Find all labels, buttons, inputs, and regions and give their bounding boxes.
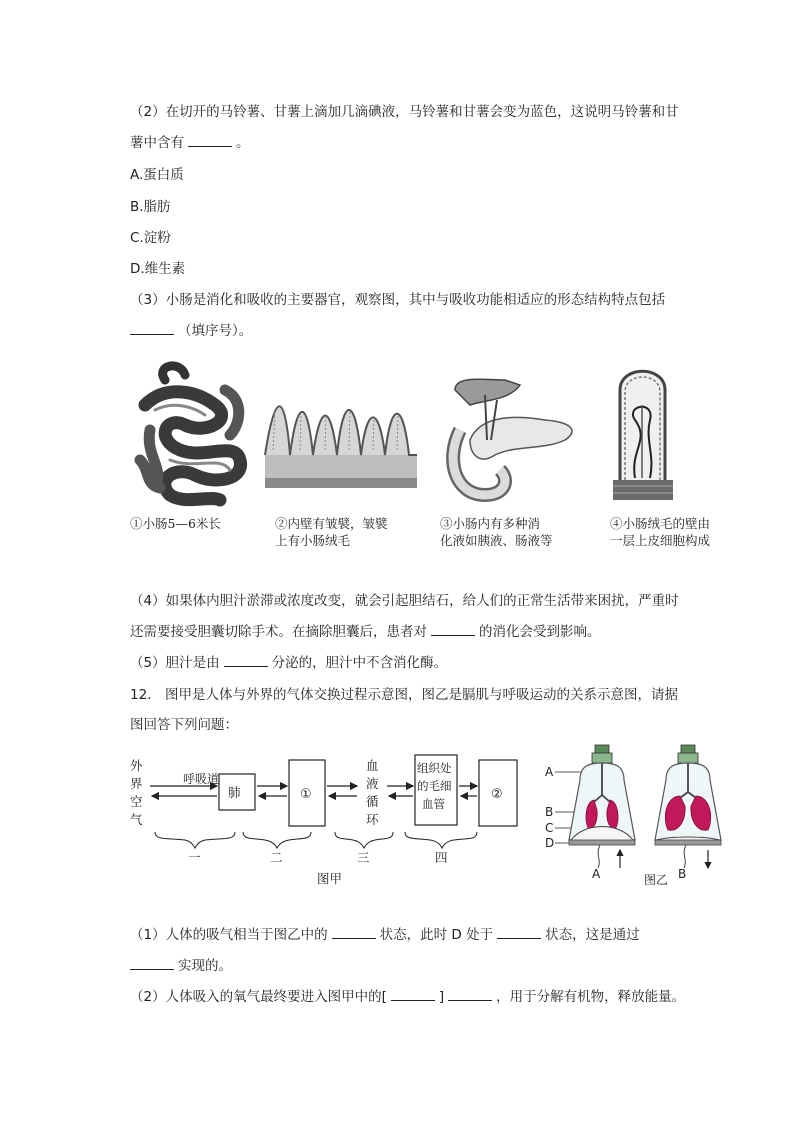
airway-label: 呼吸道: [183, 772, 220, 786]
diaphragm-breathing-diagram: [540, 740, 730, 890]
blood-3: 循: [366, 794, 379, 809]
q12-line2: 图回答下列问题：: [130, 717, 238, 733]
caption-yi: 图乙: [644, 873, 669, 887]
outside-air-3: 空: [130, 794, 143, 809]
caption-4a: ④小肠绒毛的壁由: [610, 516, 711, 531]
stage-3: 三: [357, 850, 370, 865]
answer-blank[interactable]: [188, 134, 232, 147]
sub2-line: （2）人体吸入的氧气最终要进入图甲中的[ ] ，用于分解有机物，释放能量。: [130, 989, 686, 1005]
answer-blank[interactable]: [130, 957, 174, 970]
q3-line2: （填序号）。: [130, 322, 252, 340]
option-b: B.脂肪: [130, 199, 171, 215]
q4-line2: 还需要接受胆囊切除手术。在摘除胆囊后，患者对 的消化会受到影响。: [130, 624, 601, 640]
q12-line1: 12. 图甲是人体与外界的气体交换过程示意图，图乙是膈肌与呼吸运动的关系示意图，请据: [130, 687, 678, 703]
blood-4: 环: [366, 812, 379, 827]
outside-air-2: 界: [130, 776, 143, 791]
q2-line1: （2）在切开的马铃薯、甘薯上滴加几滴碘液，马铃薯和甘薯会变为蓝色，这说明马铃薯和甘: [130, 104, 679, 120]
q4-line1: （4）如果体内胆汁淤滞或浓度改变，就会引起胆结石，给人们的正常生活带来困扰，严重时: [130, 593, 679, 609]
sub1-line1: （1）人体的吸气相当于图乙中的 状态，此时 D 处于 状态，这是通过: [130, 927, 640, 943]
tissue-3: 血管: [422, 797, 445, 811]
caption-3b: 化液如胰液、肠液等: [440, 533, 553, 548]
answer-blank[interactable]: [497, 926, 541, 939]
caption-2b: 上有小肠绒毛: [275, 533, 351, 548]
gas-exchange-diagram: [125, 750, 525, 890]
label-a: A: [545, 765, 554, 779]
state-a-label: A: [592, 867, 601, 881]
option-c: C.淀粉: [130, 230, 171, 246]
caption-1: ①小肠5—6米长: [130, 516, 221, 531]
answer-blank[interactable]: [332, 926, 376, 939]
answer-blank[interactable]: [391, 988, 435, 1001]
pancreas-duodenum-image: [453, 379, 572, 495]
blood-1: 血: [366, 758, 379, 773]
caption-jia: 图甲: [317, 871, 343, 886]
small-intestine-figure: [125, 360, 725, 510]
bell-jar-a: [569, 745, 635, 868]
q5-line: （5）胆汁是由 分泌的，胆汁中不含消化酶。: [130, 655, 448, 671]
tissue-1: 组织处: [417, 761, 452, 775]
option-a: A.蛋白质: [130, 167, 184, 183]
q2-line2: 薯中含有 。: [130, 135, 250, 151]
villus-image: [613, 371, 673, 500]
coiled-intestine-image: [140, 366, 241, 500]
stage-4: 四: [435, 850, 448, 865]
box-2-label: ②: [491, 787, 503, 802]
bell-jar-b: [655, 745, 721, 868]
answer-blank[interactable]: [224, 654, 268, 667]
stage-1: 一: [188, 850, 201, 865]
state-b-label: B: [678, 867, 687, 881]
sub1-line2: 实现的。: [130, 957, 232, 975]
box-1-label: ①: [300, 787, 312, 802]
answer-blank[interactable]: [431, 623, 475, 636]
answer-blank[interactable]: [448, 988, 492, 1001]
caption-2a: ②内壁有皱襞，皱襞: [275, 516, 388, 531]
intestinal-wall-image: [265, 406, 417, 488]
tissue-2: 的毛细: [417, 779, 452, 793]
option-d: D.维生素: [130, 261, 186, 277]
blood-2: 液: [366, 776, 379, 791]
stage-2: 二: [270, 850, 283, 865]
outside-air-1: 外: [130, 758, 143, 773]
caption-4b: 一层上皮细胞构成: [610, 533, 711, 548]
label-c: C: [545, 821, 554, 835]
label-d: D: [545, 836, 555, 850]
label-b: B: [545, 805, 554, 819]
caption-3a: ③小肠内有多种消: [440, 516, 541, 531]
q3-line1: （3）小肠是消化和吸收的主要器官，观察图，其中与吸收功能相适应的形态结构特点包括: [130, 292, 666, 308]
lung-label: 肺: [228, 785, 241, 800]
answer-blank[interactable]: [130, 322, 174, 335]
outside-air-4: 气: [130, 812, 143, 827]
